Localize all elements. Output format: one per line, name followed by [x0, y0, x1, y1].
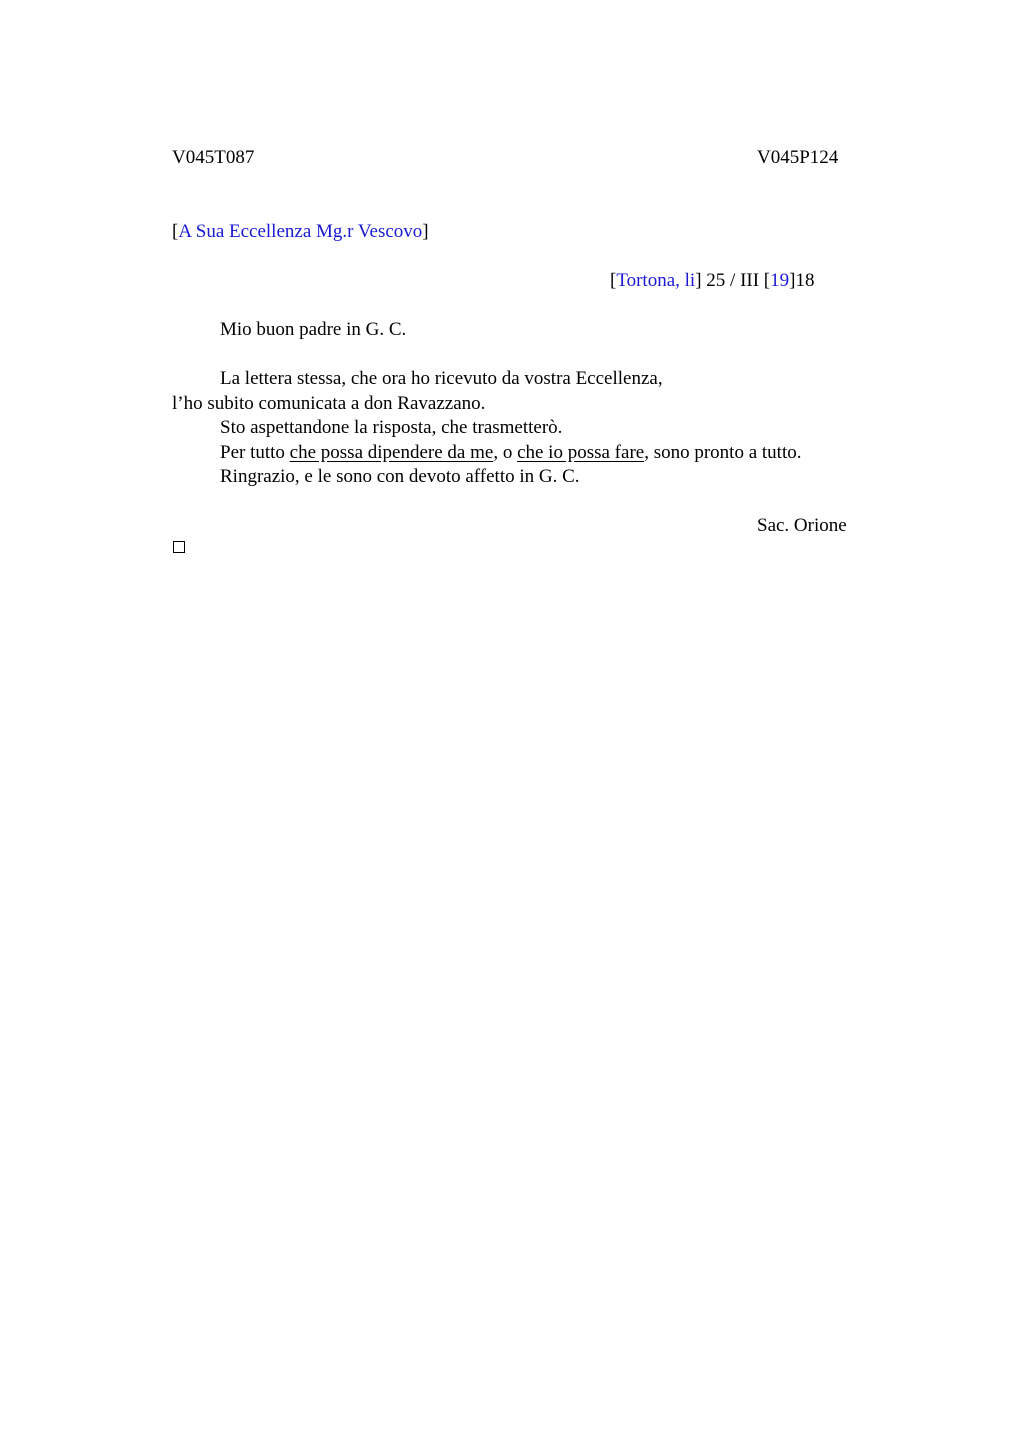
body-line-4-underlined-2: che io possa fare: [517, 442, 645, 463]
body-line-4: [220, 441, 801, 465]
recipient-text: A Sua Eccellenza Mg.r Vescovo: [178, 221, 423, 242]
body-line-4-part-3: , sono pronto a tutto.: [644, 442, 802, 463]
end-of-document-box-icon: [173, 541, 185, 553]
body-line-4-part-1: Per tutto: [220, 442, 290, 463]
date-line: [610, 269, 814, 293]
page-code-right: V045P124: [757, 147, 839, 168]
date-open-bracket: [: [610, 270, 617, 291]
salutation: Mio buon padre in G. C.: [220, 319, 407, 340]
date-year-suffix: ]18: [789, 270, 815, 291]
body-line-1: La lettera stessa, che ora ho ricevuto da vostra Eccellenza,: [220, 368, 663, 389]
body-line-5: Ringrazio, e le sono con devoto affetto in G. C.: [220, 466, 580, 487]
body-line-2: l’ho subito comunicata a don Ravazzano.: [172, 393, 486, 414]
signature: Sac. Orione: [757, 515, 847, 536]
date-middle: ] 25 / III [: [695, 270, 771, 291]
date-place: Tortona, li: [616, 270, 696, 291]
body-line-3: Sto aspettandone la risposta, che trasmetterò.: [220, 417, 563, 438]
body-line-4-part-2: , o: [493, 442, 518, 463]
recipient-close-bracket: ]: [422, 221, 429, 242]
recipient-open-bracket: [: [172, 221, 179, 242]
date-year-prefix: 19: [770, 270, 790, 291]
body-line-4-underlined-1: che possa dipendere da me: [289, 442, 494, 463]
document-code-left: V045T087: [172, 147, 255, 168]
recipient-line: [172, 220, 429, 244]
